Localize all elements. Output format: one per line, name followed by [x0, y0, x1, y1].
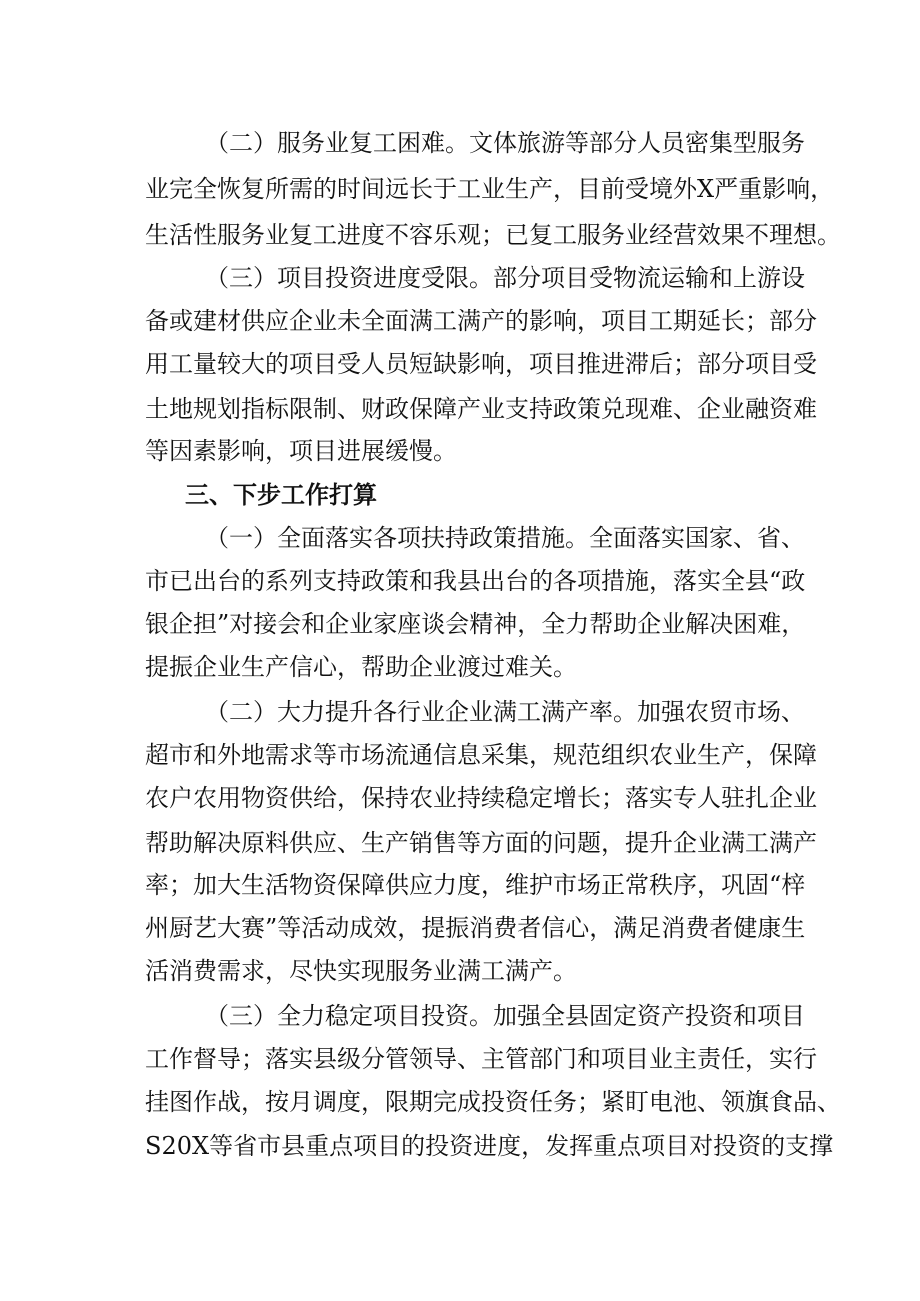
paragraph-line: 备或建材供应企业未全面满工满产的影响，项目工期延长；部分	[145, 307, 817, 335]
paragraph-line: （三）全力稳定项目投资。加强全县固定资产投资和项目	[205, 1002, 805, 1030]
paragraph-line: 银企担”对接会和企业家座谈会精神，全力帮助企业解决困难，	[145, 610, 806, 638]
paragraph-line: （一）全面落实各项扶持政策措施。全面落实国家、省、	[205, 524, 805, 552]
paragraph-line: 州厨艺大赛”等活动成效，提振消费者信心，满足消费者健康生	[145, 914, 806, 942]
paragraph-line: 帮助解决原料供应、生产销售等方面的问题，提升企业满工满产	[145, 829, 817, 857]
paragraph-line: （二）服务业复工困难。文体旅游等部分人员密集型服务	[205, 129, 805, 157]
paragraph-line: 农户农用物资供给，保持农业持续稳定增长；落实专人驻扎企业	[145, 784, 817, 812]
paragraph-line: 土地规划指标限制、财政保障产业支持政策兑现难、企业融资难	[145, 395, 817, 423]
paragraph-line: S20X等省市县重点项目的投资进度，发挥重点项目对投资的支撑	[145, 1132, 834, 1160]
paragraph-line: 业完全恢复所需的时间远长于工业生产，目前受境外X严重影响，	[145, 175, 835, 203]
paragraph-line: 市已出台的系列支持政策和我县出台的各项措施，落实全县“政	[145, 567, 806, 595]
paragraph-line: 工作督导；落实县级分管领导、主管部门和项目业主责任，实行	[145, 1045, 817, 1073]
paragraph-line: 等因素影响，项目进展缓慢。	[145, 437, 457, 465]
paragraph-line: 挂图作战，按月调度，限期完成投资任务；紧盯电池、领旗食品、	[145, 1088, 841, 1116]
paragraph-line: （二）大力提升各行业企业满工满产率。加强农贸市场、	[205, 698, 805, 726]
paragraph-line: （三）项目投资进度受限。部分项目受物流运输和上游设	[205, 264, 805, 292]
paragraph-line: 超市和外地需求等市场流通信息采集，规范组织农业生产，保障	[145, 741, 817, 769]
paragraph-line: 提振企业生产信心，帮助企业渡过难关。	[145, 653, 577, 681]
paragraph-line: 率；加大生活物资保障供应力度，维护市场正常秩序，巩固“梓	[145, 871, 806, 899]
paragraph-line: 活消费需求，尽快实现服务业满工满产。	[145, 957, 577, 985]
paragraph-line: 用工量较大的项目受人员短缺影响，项目推进滞后；部分项目受	[145, 350, 817, 378]
paragraph-line: 生活性服务业复工进度不容乐观；已复工服务业经营效果不理想。	[145, 221, 841, 249]
section-heading: 三、下步工作打算	[185, 481, 377, 509]
